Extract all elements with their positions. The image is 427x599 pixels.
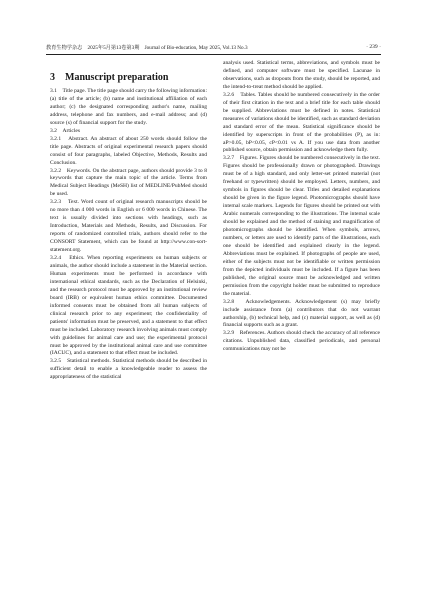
- left-column: [50, 72, 207, 382]
- para-ethics: 3.2.4 Ethics. When reporting experiments on human subjects or animals, the author should include a statement in the Material section. Human experiments must be performed in accordance with international ethical standards, such as the Declaration of Helsinki, and the research protocol must be approved by an institutional review board (IRB) or equivalent human ethics committee. Documented informed consents must be obtained from all human subjects of clinical research prior to any experiment; the confidentiality of patients' information must be preserved, and a statement to that effect must be included. Laboratory research involving animals must comply with guidelines for animal care and use; the experimental protocol must be approved by the institutional animal care and use committee (IACUC), and a statement to that effect must be included.: [50, 255, 207, 357]
- para-acknowledgements: 3.2.8 Acknowledgements. Acknowledgement (s) may briefly include assistance from (a) contributors that do not warrant authorship, (b) technical help, and (c) material support, as well as (d) financial supports such as a grant.: [223, 298, 380, 329]
- para-title-page: 3.1 Title page. The title page should carry the following information: (a) title of the article; (b) name and institutional affiliation of each author; (c) the designated corresponding author's name, mailing address, telephone and fax numbers, and e-mail address; and (d) source (s) of financial support for the study.: [50, 88, 207, 126]
- page-number: · 239 ·: [366, 44, 381, 50]
- para-keywords: 3.2.2 Keywords. On the abstract page, authors should provide 3 to 8 keywords that capture the main topic of the article. Terms from Medical Subject Headings (MeSH) list of MEDLINE/PubMed should be used.: [50, 167, 207, 198]
- right-column: [223, 60, 380, 354]
- para-text: 3.2.3 Text. Word count of original research manuscripts should be no more than 4 000 words in English or 6 000 words in Chinese. The text is usually divided into sections with headings, such as Introduction, Materials and Methods, Results, and Discussion. For reports of randomized controlled trials, authors should refer to the CONSORT Statement, which can be found at http://www.con-sort-statement.org.: [50, 199, 207, 254]
- header-rule: [46, 54, 381, 55]
- para-references: 3.2.9 References. Authors should check the accuracy of all reference citations. Unpublished data, classified periodicals, and personal communications may not be: [223, 330, 380, 353]
- para-abstract: 3.2.1 Abstract. An abstract of about 250 words should follow the title page. Abstracts of original experimental research papers should consist of four paragraphs, labeled Objective, Methods, Results and Conclusion.: [50, 135, 207, 166]
- section-heading: 3 Manuscript preparation: [50, 72, 169, 83]
- running-head-journal: 教育生物学杂志 2025年5月第13卷第3期 Journal of Bio-education, May 2025, Vol.13 No.3: [46, 45, 248, 51]
- para-articles-heading: 3.2 Articles: [50, 127, 81, 134]
- para-tables: 3.2.6 Tables. Tables should be numbered consecutively in the order of their first citation in the text and a brief title for each table should be supplied. Abbreviations must be defined in notes. Statistical measures of variations should be identified, such as standard deviation and standard error of the mean. Statistical significance should be identified by superscripts in front of the probabilities (P), as in: aP>0.05, bP<0.05, cP<0.01 vs A. If you use data from another published source, obtain permission and acknowledge them fully.: [223, 91, 380, 154]
- para-statistical-methods: 3.2.5 Statistical methods. Statistical methods should be described in sufficient detail to enable a knowledgeable reader to assess the appropriateness of the statistical: [50, 358, 207, 381]
- para-figures: 3.2.7 Figures. Figures should be numbered consecutively in the text. Figures should be professionally drawn or photographed. Drawings must be of a high standard, and only letter-set printed material (not freehand or typewritten) should be employed. Letters, numbers, and symbols in figures should be clear. Titles and detailed explanations should be given in the figure legend. Photomicrographs should have internal scale markers. Legends for figures should be printed out with Arabic numerals corresponding to the illustrations. The internal scale should be explained and the method of staining and magnification of photomicrographs should be identified. When symbols, arrows, numbers, or letters are used to identify parts of the illustrations, each one should be identified and explained clearly in the legend. Abbreviations must be explained. If photographs of people are used, either of the subjects must not be identifiable or written permission from the depicted individuals must be included. If a figure has been published, the original source must be acknowledged and written permission from the copyright holder must be submitted to reproduce the material.: [223, 155, 380, 297]
- para-statistics-continued: analysis used. Statistical terms, abbreviations, and symbols must be defined, and computer software must be specified. Lacunae in observations, such as dropouts from the study, should be reported, and the intend-to-treat method should be applied.: [223, 60, 380, 90]
